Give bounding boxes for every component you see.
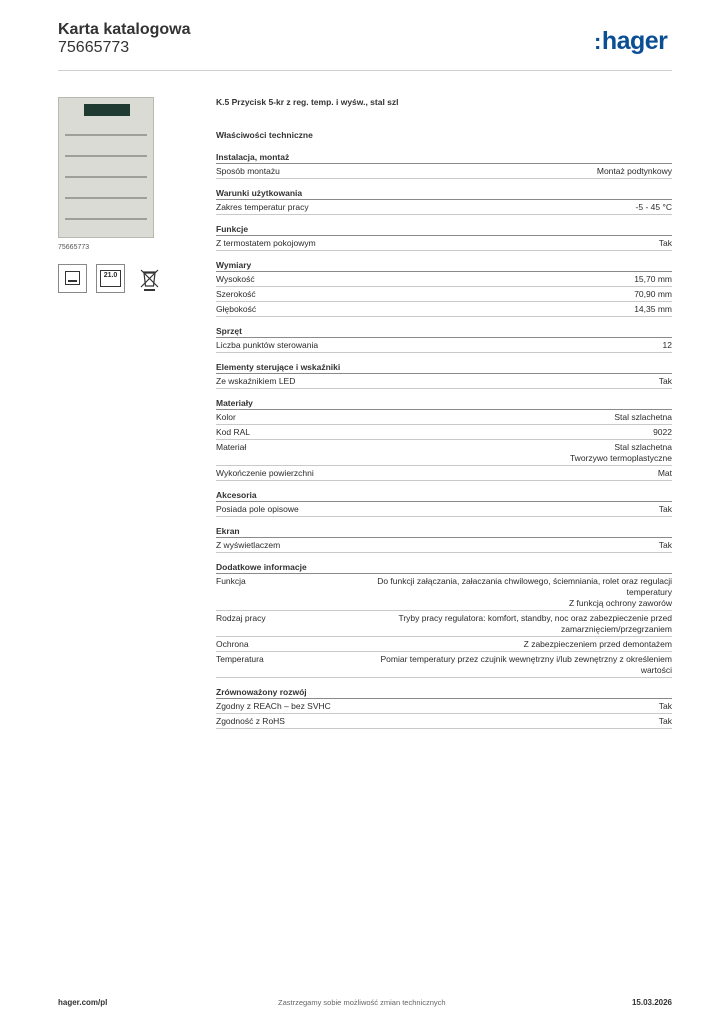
section-title: Zrównoważony rozwój [216,686,672,699]
spec-label: Kod RAL [216,427,251,437]
hager-logo [594,27,667,56]
spec-value [259,639,672,650]
product-image [58,97,154,238]
spec-value-line: 12 [662,340,672,350]
spec-table [216,151,672,737]
spec-label: Materiał [216,442,247,452]
spec-row [216,338,672,353]
rocker-3 [65,160,147,178]
section-title: Sprzęt [216,325,672,338]
spec-section [216,151,672,179]
product-display [84,104,130,116]
spec-section [216,397,672,481]
spec-label: Liczba punktów sterowania [216,340,319,350]
spec-value [290,166,672,177]
spec-value-line: 9022 [653,427,672,437]
spec-section [216,561,672,678]
spec-value [265,274,672,285]
spec-section [216,361,672,389]
spec-value-line: Mat [657,468,672,478]
spec-section [216,489,672,517]
spec-heading: Właściwości techniczne [216,130,313,140]
spec-value-line: zamarznięciem/przegrzaniem [560,624,672,634]
spec-label: Posiada pole opisowe [216,504,299,514]
spec-value [256,576,672,609]
spec-row [216,652,672,678]
spec-label: Sposób montażu [216,166,280,176]
spec-value-line: Tryby pracy regulatora: komfort, standby, noc oraz zabezpieczenie przed [398,613,672,623]
spec-value-line: Tak [658,504,672,514]
footer-notice: Zastrzegamy sobie możliwość zmian technicznych [278,998,446,1007]
section-title: Akcesoria [216,489,672,502]
spec-row [216,611,672,637]
section-title: Wymiary [216,259,672,272]
spec-row [216,637,672,652]
spec-value-line: temperatury [626,587,672,597]
spec-row [216,287,672,302]
spec-section [216,223,672,251]
spec-value [276,613,672,635]
spec-row [216,425,672,440]
spec-value-line: Do funkcji załączania, załaczania chwilowego, ściemniania, rolet oraz regulacji [377,576,672,586]
spec-value [266,289,672,300]
section-title: Materiały [216,397,672,410]
logo-colon-icon: : [594,29,601,54]
spec-label: Z termostatem pokojowym [216,238,316,248]
spec-value [328,340,672,351]
header-divider [58,70,672,71]
image-sku: 75665773 [58,244,90,251]
spec-label: Zgodność z RoHS [216,716,285,726]
spec-value [326,238,672,249]
rocker-5 [65,202,147,220]
spec-value [324,468,672,479]
spec-value-line: Tak [658,716,672,726]
thermostat-display-icon: 21.0 [96,264,125,293]
spec-section [216,259,672,317]
spec-value-line: Tak [658,701,672,711]
spec-value-line: Tak [658,376,672,386]
spec-value-line: Z funkcją ochrony zaworów [569,598,672,608]
spec-value-line: 70,90 mm [634,289,672,299]
spec-label: Ze wskaźnikiem LED [216,376,296,386]
spec-value-line: Stal szlachetna [614,412,672,422]
spec-value-line: Montaż podtynkowy [596,166,672,176]
spec-section [216,187,672,215]
rocker-1 [65,118,147,136]
spec-row [216,272,672,287]
spec-row [216,410,672,425]
spec-value [309,504,672,515]
spec-label: Ochrona [216,639,249,649]
spec-label: Temperatura [216,654,264,664]
spec-value-line: -5 - 45 °C [635,202,672,212]
spec-value [305,376,672,387]
spec-value-line: 14,35 mm [634,304,672,314]
section-title: Instalacja, montaż [216,151,672,164]
section-title: Dodatkowe informacje [216,561,672,574]
spec-row [216,200,672,215]
spec-value [295,716,672,727]
spec-row [216,714,672,729]
product-title: K.5 Przycisk 5-kr z reg. temp. i wyśw., stal szl [216,97,399,107]
spec-value-line: Tak [658,238,672,248]
spec-label: Wysokość [216,274,255,284]
spec-label: Zgodny z REACh – bez SVHC [216,701,331,711]
device-frame-icon [58,264,87,293]
section-title: Funkcje [216,223,672,236]
rocker-4 [65,181,147,199]
spec-row [216,466,672,481]
spec-value-line: Tak [658,540,672,550]
logo-text: hager [601,27,668,55]
spec-row [216,236,672,251]
page-title: Karta katalogowa [58,21,191,38]
spec-label: Głębokość [216,304,257,314]
spec-value [274,654,672,676]
spec-label: Z wyświetlaczem [216,540,281,550]
catalog-number: 75665773 [58,39,130,56]
spec-value [260,427,672,438]
spec-label: Zakres temperatur pracy [216,202,309,212]
spec-value [246,412,672,423]
spec-value-line: Tworzywo termoplastyczne [569,453,672,463]
spec-label: Szerokość [216,289,256,299]
spec-row [216,440,672,466]
spec-value [341,701,672,712]
spec-value-line: Pomiar temperatury przez czujnik wewnętrzny i/lub zewnętrzny z określeniem [380,654,672,664]
spec-row [216,302,672,317]
spec-row [216,374,672,389]
spec-row [216,164,672,179]
spec-value-line: Stal szlachetna [614,442,672,452]
spec-label: Wykończenie powierzchni [216,468,314,478]
spec-row [216,699,672,714]
footer-site: hager.com/pl [58,998,108,1007]
section-title: Ekran [216,525,672,538]
spec-value [266,304,672,315]
spec-value [256,442,672,464]
spec-section [216,686,672,729]
spec-value-line: Z zabezpieczeniem przed demontażem [523,639,672,649]
spec-section [216,525,672,553]
spec-label: Kolor [216,412,236,422]
spec-value-line: 15,70 mm [634,274,672,284]
weee-crossed-bin-icon [134,264,163,293]
spec-section [216,325,672,353]
spec-row [216,502,672,517]
rocker-2 [65,139,147,157]
spec-label: Funkcja [216,576,246,586]
section-title: Elementy sterujące i wskaźniki [216,361,672,374]
section-title: Warunki użytkowania [216,187,672,200]
spec-row [216,574,672,611]
footer-date: 15.03.2026 [631,998,672,1007]
spec-value [319,202,672,213]
spec-row [216,538,672,553]
spec-value [290,540,672,551]
spec-value-line: wartości [640,665,672,675]
spec-label: Rodzaj pracy [216,613,266,623]
